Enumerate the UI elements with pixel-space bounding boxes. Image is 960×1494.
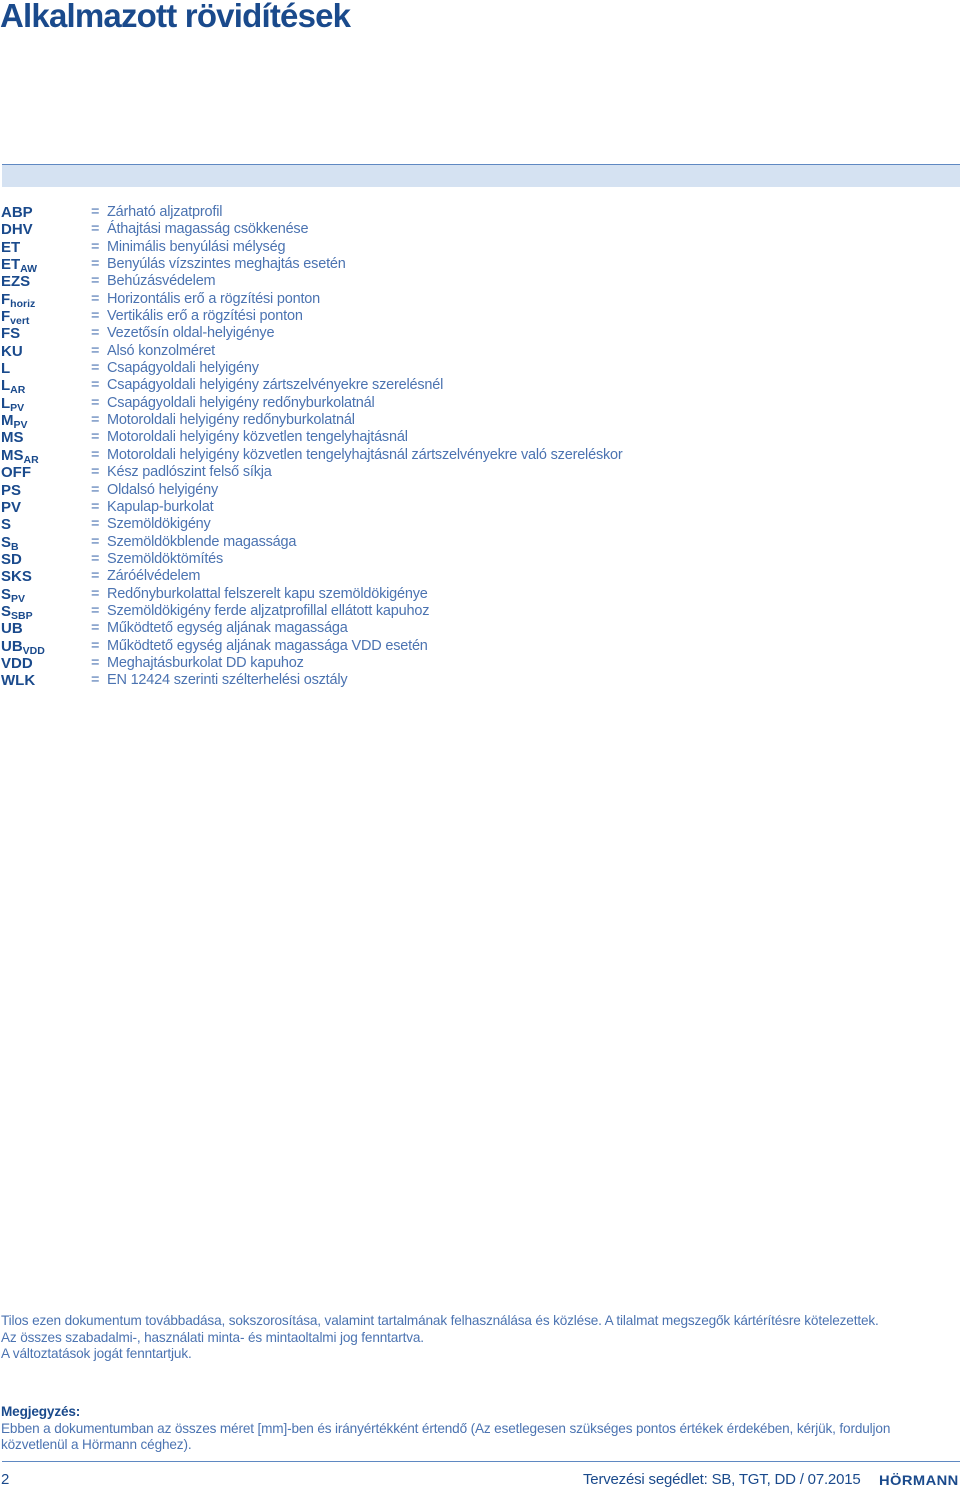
abbreviation-row <box>0 377 960 397</box>
abbreviation-list <box>0 204 960 690</box>
note-text: Ebben a dokumentumban az összes méret [mm]-ben és irányértékként értendő (Az esetlegesen szükséges pontos értékek érdekében, kérjük, forduljon közvetlenül a Hörmann céghez). <box>1 1420 891 1452</box>
equals-sign: = <box>91 273 100 290</box>
abbreviation-description: Minimális benyúlási mélység <box>107 238 286 255</box>
equals-sign: = <box>91 516 100 533</box>
abbreviation-description: Horizontális erő a rögzítési ponton <box>107 290 321 307</box>
abbreviation-code <box>1 534 19 551</box>
note-label: Megjegyzés: <box>1 1404 81 1419</box>
abbreviation-code-main: KU <box>1 342 23 360</box>
abbreviation-code <box>1 308 30 328</box>
abbreviation-description: Vertikális erő a rögzítési ponton <box>107 308 303 325</box>
abbreviation-code <box>1 239 20 256</box>
abbreviation-code <box>1 256 38 276</box>
equals-sign: = <box>91 360 100 377</box>
abbreviation-code-subscript: horiz <box>10 297 36 310</box>
header-band <box>2 164 960 187</box>
equals-sign: = <box>91 256 100 273</box>
abbreviation-row <box>0 239 960 256</box>
abbreviation-description: Kapulap-burkolat <box>107 498 214 515</box>
abbreviation-description: Alsó konzolméret <box>107 342 216 359</box>
abbreviation-description: Zárható aljzatprofil <box>107 204 223 220</box>
abbreviation-code-subscript: B <box>11 540 19 553</box>
abbreviation-code <box>1 377 26 397</box>
abbreviation-code-main: PS <box>1 481 22 499</box>
hormann-logo: HÖRMANN <box>879 1472 959 1488</box>
equals-sign: = <box>91 568 100 585</box>
abbreviation-code-main: VDD <box>1 654 33 672</box>
abbreviation-row <box>0 655 960 672</box>
abbreviation-code <box>1 273 30 290</box>
abbreviation-description: Működtető egység aljának magassága VDD esetén <box>107 637 428 654</box>
abbreviation-code-subscript: PV <box>11 592 26 605</box>
equals-sign: = <box>91 481 100 498</box>
equals-sign: = <box>91 637 100 654</box>
abbreviation-code-main: UB <box>1 620 23 638</box>
abbreviation-description: Működtető egység aljának magassága <box>107 620 348 637</box>
abbreviation-row <box>0 672 960 689</box>
legal-line: Tilos ezen dokumentum továbbadása, sokszorosítása, valamint tartalmának felhasználása és közlése. A tilalmat megszegők kártérítésre kötelezettek. <box>1 1313 879 1328</box>
abbreviation-code <box>1 638 45 655</box>
abbreviation-code <box>1 672 35 689</box>
abbreviation-code-main: OFF <box>1 464 31 482</box>
abbreviation-row <box>0 516 960 533</box>
abbreviation-row <box>0 482 960 499</box>
abbreviation-code-subscript: AW <box>20 263 38 276</box>
abbreviation-code <box>1 204 33 221</box>
footer-divider <box>2 1461 960 1462</box>
abbreviation-code <box>1 499 21 516</box>
abbreviation-row <box>0 256 960 276</box>
abbreviation-description: Behúzásvédelem <box>107 273 216 290</box>
abbreviation-code-main: M <box>1 412 14 430</box>
abbreviation-code-subscript: SBP <box>11 609 33 622</box>
abbreviation-row <box>0 360 960 377</box>
equals-sign: = <box>91 204 100 220</box>
abbreviation-description: Meghajtásburkolat DD kapuhoz <box>107 654 304 671</box>
abbreviation-description: Csapágyoldali helyigény redőnyburkolatnál <box>107 394 375 411</box>
abbreviation-row <box>0 534 960 551</box>
equals-sign: = <box>91 585 100 602</box>
abbreviation-description: Redőnyburkolattal felszerelt kapu szemöldökigénye <box>107 585 428 602</box>
abbreviation-row <box>0 273 960 290</box>
equals-sign: = <box>91 377 100 394</box>
abbreviation-description: Vezetősín oldal-helyigénye <box>107 325 275 342</box>
page-title: Alkalmazott rövidítések <box>0 0 351 34</box>
abbreviation-row <box>0 551 960 568</box>
abbreviation-code <box>1 291 35 308</box>
abbreviation-description: Szemöldöktömítés <box>107 550 224 567</box>
abbreviation-code-main: L <box>1 360 11 378</box>
abbreviation-code <box>1 360 10 377</box>
abbreviation-description: Záróélvédelem <box>107 568 201 585</box>
abbreviation-row <box>0 586 960 603</box>
abbreviation-description: Csapágyoldali helyigény <box>107 360 259 377</box>
abbreviation-code <box>1 464 31 481</box>
abbreviation-code-main: L <box>1 377 11 395</box>
abbreviation-code-subscript: vert <box>10 315 30 328</box>
abbreviation-code <box>1 551 22 568</box>
equals-sign: = <box>91 533 100 550</box>
equals-sign: = <box>91 602 100 619</box>
equals-sign: = <box>91 290 100 307</box>
abbreviation-description: Kész padlószint felső síkja <box>107 464 272 481</box>
abbreviation-row <box>0 325 960 342</box>
abbreviation-code-main: S <box>1 516 12 534</box>
abbreviation-row <box>0 343 960 360</box>
abbreviation-description: Oldalsó helyigény <box>107 481 219 498</box>
abbreviation-code-main: ET <box>1 238 21 256</box>
legal-notice <box>1 1313 959 1363</box>
abbreviation-code <box>1 568 32 585</box>
abbreviation-description: Szemöldökigény ferde aljzatprofillal ellátott kapuhoz <box>107 602 430 619</box>
abbreviation-row <box>0 447 960 464</box>
equals-sign: = <box>91 550 100 567</box>
abbreviation-description: Csapágyoldali helyigény zártszelvényekre szerelésnél <box>107 377 444 394</box>
abbreviation-code <box>1 412 28 432</box>
abbreviation-row <box>0 499 960 516</box>
abbreviation-code-main: MS <box>1 429 24 447</box>
abbreviation-code-main: DHV <box>1 221 33 239</box>
abbreviation-row <box>0 308 960 328</box>
equals-sign: = <box>91 238 100 255</box>
equals-sign: = <box>91 308 100 325</box>
abbreviation-code <box>1 221 33 238</box>
equals-sign: = <box>91 325 100 342</box>
equals-sign: = <box>91 394 100 411</box>
equals-sign: = <box>91 464 100 481</box>
abbreviation-description: Benyúlás vízszintes meghajtás esetén <box>107 256 346 273</box>
abbreviation-code-main: F <box>1 308 11 326</box>
abbreviation-code-main: ABP <box>1 204 33 221</box>
abbreviation-code <box>1 586 25 603</box>
abbreviation-code-main: SKS <box>1 568 32 586</box>
abbreviation-description: Motoroldali helyigény közvetlen tengelyhajtásnál <box>107 429 408 446</box>
equals-sign: = <box>91 672 100 689</box>
abbreviation-code-subscript: AR <box>23 453 39 466</box>
abbreviation-description: Szemöldökblende magassága <box>107 533 297 550</box>
equals-sign: = <box>91 221 100 238</box>
abbreviation-description: Motoroldali helyigény közvetlen tengelyhajtásnál zártszelvényekre való szereléskor <box>107 446 623 463</box>
abbreviation-code <box>1 603 33 620</box>
abbreviation-code <box>1 325 20 342</box>
abbreviation-code-main: F <box>1 290 11 308</box>
equals-sign: = <box>91 620 100 637</box>
abbreviation-code <box>1 395 24 412</box>
abbreviation-code-main: WLK <box>1 672 36 690</box>
abbreviation-row <box>0 620 960 637</box>
note-block <box>1 1404 941 1454</box>
abbreviation-code-subscript: AR <box>10 384 26 397</box>
equals-sign: = <box>91 654 100 671</box>
abbreviation-code-main: S <box>1 585 12 603</box>
abbreviation-code-main: S <box>1 602 12 620</box>
abbreviation-code <box>1 516 11 533</box>
abbreviation-row <box>0 204 960 221</box>
abbreviation-code-main: UB <box>1 637 23 655</box>
abbreviation-code-main: PV <box>1 498 22 516</box>
abbreviation-code <box>1 620 23 637</box>
abbreviation-code-main: MS <box>1 446 24 464</box>
abbreviation-row <box>0 412 960 432</box>
abbreviation-row <box>0 429 960 446</box>
abbreviation-code <box>1 343 23 360</box>
abbreviation-code <box>1 447 39 464</box>
legal-line: Az összes szabadalmi-, használati minta- és mintaoltalmi jog fenntartva. <box>1 1329 424 1345</box>
equals-sign: = <box>91 446 100 463</box>
abbreviation-description: EN 12424 szerinti szélterhelési osztály <box>107 672 348 689</box>
abbreviation-code-subscript: VDD <box>22 644 45 657</box>
abbreviation-description: Szemöldökigény <box>107 516 211 533</box>
abbreviation-code <box>1 482 21 499</box>
equals-sign: = <box>91 342 100 359</box>
abbreviation-row <box>0 638 960 655</box>
abbreviation-row <box>0 221 960 238</box>
equals-sign: = <box>91 412 100 429</box>
abbreviation-row <box>0 568 960 585</box>
document-reference: Tervezési segédlet: SB, TGT, DD / 07.2015 <box>583 1471 861 1488</box>
page-number: 2 <box>1 1471 10 1488</box>
abbreviation-row <box>0 464 960 481</box>
abbreviation-code-subscript: PV <box>10 401 25 414</box>
abbreviation-code-main: S <box>1 533 12 551</box>
abbreviation-code-main: L <box>1 394 11 412</box>
abbreviation-description: Áthajtási magasság csökkenése <box>107 221 309 238</box>
equals-sign: = <box>91 429 100 446</box>
abbreviation-code-main: EZS <box>1 273 31 291</box>
equals-sign: = <box>91 498 100 515</box>
abbreviation-row <box>0 395 960 412</box>
abbreviation-code-subscript: PV <box>13 419 28 432</box>
abbreviation-row <box>0 603 960 620</box>
abbreviation-code-main: SD <box>1 550 22 568</box>
abbreviation-code <box>1 429 24 446</box>
abbreviation-row <box>0 291 960 308</box>
abbreviation-code-main: FS <box>1 325 21 343</box>
legal-line: A változtatások jogát fenntartjuk. <box>1 1346 192 1361</box>
abbreviation-code-main: ET <box>1 256 21 274</box>
abbreviation-code <box>1 655 33 672</box>
abbreviation-description: Motoroldali helyigény redőnyburkolatnál <box>107 412 355 429</box>
